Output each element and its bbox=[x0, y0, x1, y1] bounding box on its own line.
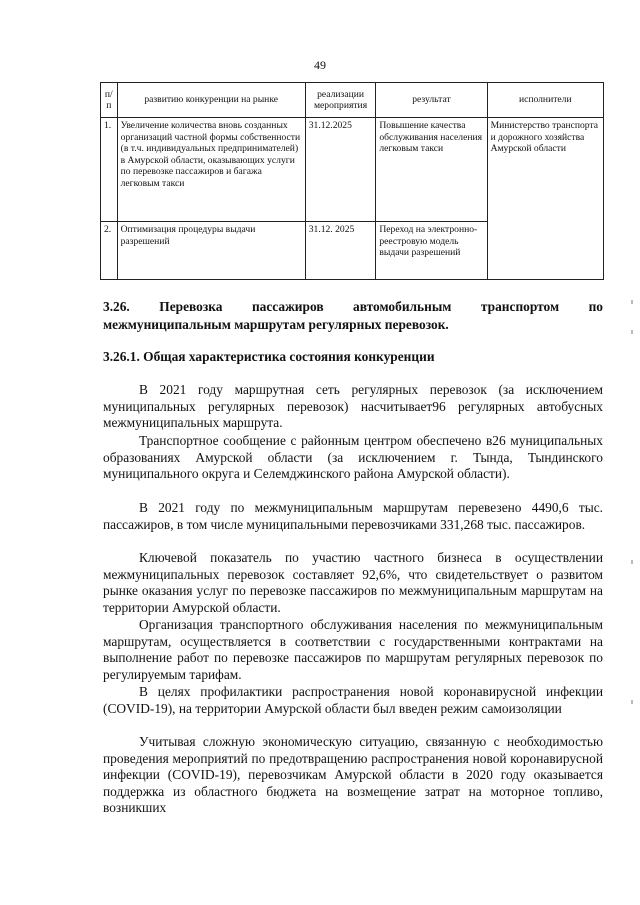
row-measure: Увеличение количества вновь созданных организаций частной формы собственности (в т.ч. индивидуальных предпринимателей) в Амурской области, оказывающих услуги по перевозке пассажиров и багажа легковым такси bbox=[117, 118, 305, 222]
table-header-cell: реализации мероприятия bbox=[305, 83, 376, 118]
paragraph: В целях профилактики распространения новой коронавирусной инфекции (COVID-19), на территории Амурской области был введен режим самоизоляции bbox=[103, 684, 603, 716]
row-measure: Оптимизация процедуры выдачи разрешений bbox=[117, 222, 305, 280]
measures-table bbox=[100, 82, 604, 280]
section-heading: 3.26. Перевозка пассажиров автомобильным транспортом по межмуниципальным маршрутам регулярных перевозок. bbox=[103, 299, 603, 332]
table-header-row bbox=[101, 83, 604, 118]
table-header-cell: результат bbox=[376, 83, 487, 118]
table-row bbox=[101, 118, 604, 222]
paragraph: В 2021 году по межмуниципальным маршрутам перевезено 4490,6 тыс. пассажиров, в том числе муниципальными перевозчиками 331,268 тыс. пассажиров. bbox=[103, 500, 603, 532]
scan-mark bbox=[631, 300, 633, 304]
scan-mark bbox=[631, 560, 633, 564]
paragraph: Ключевой показатель по участию частного бизнеса в осуществлении межмуниципальных перевозок составляет 92,6%, что свидетельствует о развитом рынке оказания услуг по перевозке пассажиров по межмуниципальным маршрутам на территории Амурской области. bbox=[103, 550, 603, 615]
row-number: 2. bbox=[101, 222, 118, 280]
paragraph: Транспортное сообщение с районным центром обеспечено в26 муниципальных образованиях Амурской области (за исключением г. Тында, Тындинского муниципального округа и Селемджинского района Амурской области). bbox=[103, 433, 603, 481]
paragraph: Учитывая сложную экономическую ситуацию, связанную с необходимостью проведения мероприятий по предотвращению распространения новой коронавирусной инфекции (COVID-19), перевозчикам Амурской области в 2020 году оказывается поддержка из областного бюджета на возмещение затрат на моторное топливо, возникших bbox=[103, 734, 603, 815]
paragraph: Организация транспортного обслуживания населения по межмуниципальным маршрутам, осуществляется в соответствии с государственными контрактами на выполнение работ по перевозке пассажиров по маршрутам регулярных перевозок по регулируемым тарифам. bbox=[103, 617, 603, 682]
row-date: 31.12. 2025 bbox=[305, 222, 376, 280]
table-header-cell: п/п bbox=[101, 83, 118, 118]
row-result: Повышение качества обслуживания населения легковым такси bbox=[376, 118, 487, 222]
subsection-heading: 3.26.1. Общая характеристика состояния конкуренции bbox=[103, 349, 435, 364]
paragraph: В 2021 году маршрутная сеть регулярных перевозок (за исключением муниципальных регулярных перевозок) насчитывает96 регулярных автобусных межмуниципальных маршрута. bbox=[103, 382, 603, 430]
table-header-cell: исполнители bbox=[487, 83, 603, 118]
row-date: 31.12.2025 bbox=[305, 118, 376, 222]
row-result: Переход на электронно-реестровую модель выдачи разрешений bbox=[376, 222, 487, 280]
table-header-cell: развитию конкуренции на рынке bbox=[117, 83, 305, 118]
scan-mark bbox=[631, 700, 633, 704]
row-executor: Министерство транспорта и дорожного хозяйства Амурской области bbox=[487, 118, 603, 280]
page-number: 49 bbox=[314, 58, 326, 72]
row-number: 1. bbox=[101, 118, 118, 222]
scan-mark bbox=[631, 330, 633, 334]
